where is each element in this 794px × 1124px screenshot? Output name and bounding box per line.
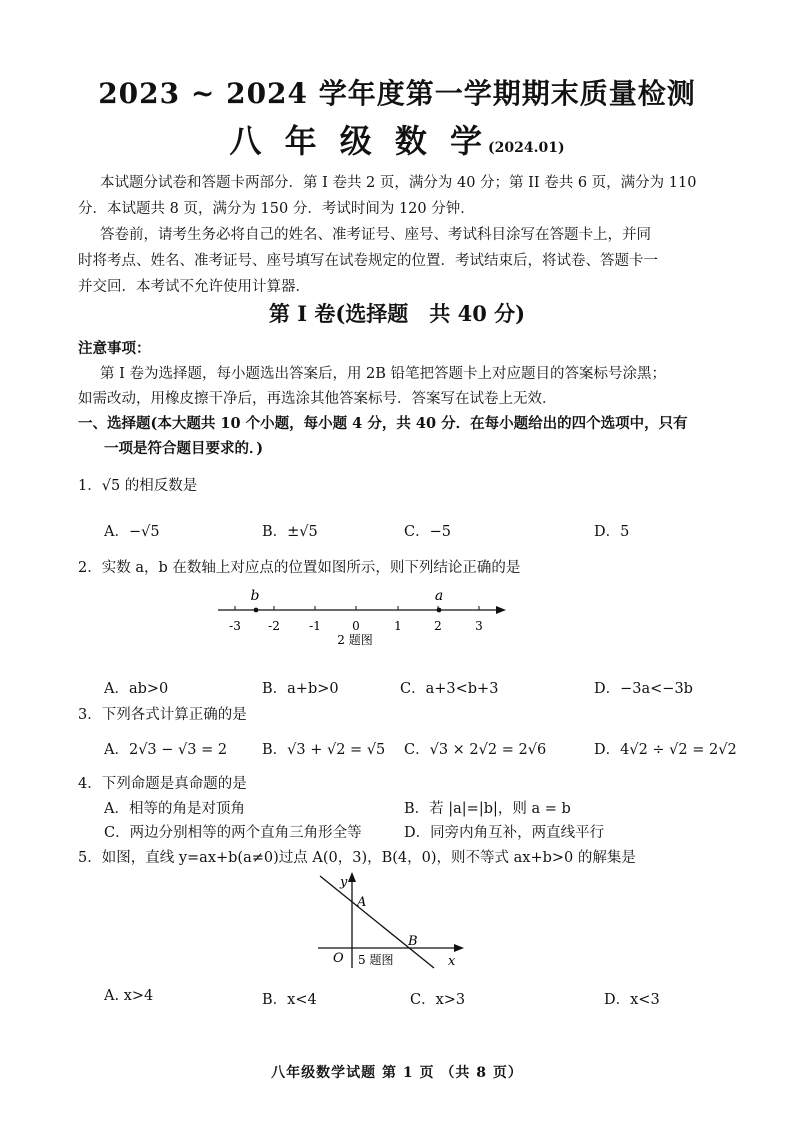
- q5-option-c: C．x>3: [410, 992, 466, 1008]
- q2-option-a: A．ab>0: [104, 681, 169, 697]
- section-title: 第 I 卷(选择题 共 40 分): [268, 301, 526, 326]
- line-graph-figure: [300, 864, 480, 976]
- part-heading-line-1: 一、选择题(本大题共 10 个小题，每小题 4 分，共 40 分．在每小题给出的四个选项中，只有: [78, 415, 688, 432]
- q2-option-d: D．−3a<−3b: [594, 681, 693, 697]
- tick-label: 3: [475, 619, 483, 633]
- q2-figure-label: 2 题图: [337, 633, 373, 647]
- q4-stem: 4．下列命题是真命题的是: [78, 776, 247, 792]
- point-a-label: A: [357, 895, 367, 910]
- q1-option-a: A．−√5: [104, 524, 160, 540]
- notice-line-1: 第 I 卷为选择题，每小题选出答案后，用 2B 铅笔把答题卡上对应题目的答案标号涂黑；: [100, 366, 667, 382]
- number-line-arrow: [496, 606, 506, 614]
- x-axis-label: x: [448, 954, 456, 969]
- q4-option-c: C．两边分别相等的两个直角三角形全等: [104, 825, 362, 841]
- q1-option-b: B．±√5: [262, 524, 318, 540]
- tick-label: -3: [229, 619, 241, 633]
- q4-option-d: D．同旁内角互补，两直线平行: [404, 825, 605, 841]
- point-a-label: a: [434, 588, 444, 604]
- origin-label: O: [333, 951, 344, 966]
- exam-title: 2023 ~ 2024 学年度第一学期期末质量检测: [98, 77, 696, 110]
- y-axis-label: y: [340, 875, 348, 890]
- x-axis-arrow: [454, 944, 464, 952]
- tick-label: 1: [394, 619, 402, 633]
- notice-line-2: 如需改动，用橡皮擦干净后，再选涂其他答案标号．答案写在试卷上无效．: [78, 391, 557, 407]
- point-b-label: b: [250, 588, 260, 604]
- point-b-label: B: [408, 934, 418, 949]
- q1-stem: 1．√5 的相反数是: [78, 478, 198, 494]
- q5-option-a: A. x>4: [104, 988, 154, 1004]
- tick-label: -1: [309, 619, 321, 633]
- tick-label: -2: [268, 619, 280, 633]
- q5-option-d: D．x<3: [604, 992, 660, 1008]
- q5-figure-label: 5 题图: [358, 953, 394, 967]
- q4-option-a: A．相等的角是对顶角: [104, 801, 245, 817]
- q3-stem: 3．下列各式计算正确的是: [78, 707, 247, 723]
- q5-stem: 5．如图，直线 y=ax+b(a≠0)过点 A(0，3)，B(4，0)，则不等式 ax+b>0 的解集是: [78, 850, 636, 866]
- q4-option-b: B．若 |a|=|b|，则 a = b: [404, 801, 571, 817]
- subject-title: [0, 116, 794, 162]
- part-heading-line-2: 一项是符合题目要求的．): [104, 440, 264, 457]
- q2-option-c: C．a+3<b+3: [400, 681, 499, 697]
- number-line-figure: [200, 582, 520, 652]
- q3-option-c: C．√3 × 2√2 = 2√6: [404, 742, 547, 758]
- notice-label: 注意事项：: [78, 340, 151, 357]
- q3-option-a: A．2√3 − √3 = 2: [104, 742, 228, 758]
- y-axis-arrow: [348, 872, 356, 882]
- intro-line-3: 答卷前，请考生务必将自己的姓名、准考证号、座号、考试科目涂写在答题卡上，并同: [100, 227, 651, 243]
- subject-name: 八 年 级 数 学: [229, 122, 488, 160]
- intro-line-4: 时将考点、姓名、准考证号、座号填写在试卷规定的位置．考试结束后，将试卷、答题卡一: [78, 253, 658, 269]
- q1-option-d: D．5: [594, 524, 630, 540]
- tick-label: 0: [352, 619, 360, 633]
- q2-stem: 2．实数 a，b 在数轴上对应点的位置如图所示，则下列结论正确的是: [78, 560, 521, 576]
- point-a-dot: [437, 608, 442, 613]
- exam-date: (2024.01): [488, 140, 565, 156]
- q3-option-b: B．√3 + √2 = √5: [262, 742, 386, 758]
- q5-option-b: B．x<4: [262, 992, 317, 1008]
- intro-line-5: 并交回．本考试不允许使用计算器．: [78, 279, 310, 295]
- q1-option-c: C．−5: [404, 524, 451, 540]
- q2-option-b: B．a+b>0: [262, 681, 339, 697]
- intro-line-2: 分．本试题共 8 页，满分为 150 分．考试时间为 120 分钟．: [78, 201, 475, 217]
- intro-line-1: 本试题分试卷和答题卡两部分．第 I 卷共 2 页，满分为 40 分；第 II 卷共 6 页，满分为 110: [100, 175, 697, 191]
- point-b-dot: [254, 608, 259, 613]
- q3-option-d: D．4√2 ÷ √2 = 2√2: [594, 742, 737, 758]
- page-footer: 八年级数学试题 第 1 页 （共 8 页）: [271, 1065, 523, 1081]
- tick-label: 2: [434, 619, 442, 633]
